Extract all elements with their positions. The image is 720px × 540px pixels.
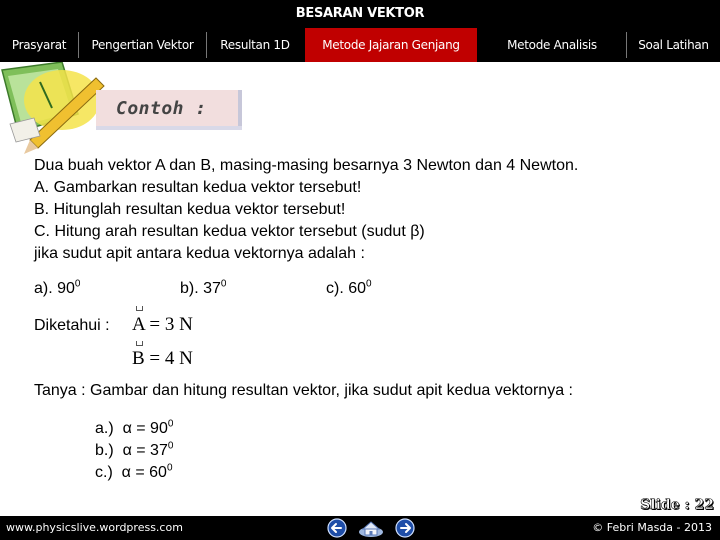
slide-number: Slide : 22: [640, 497, 714, 513]
problem-line: Dua buah vektor A dan B, masing-masing besarnya 3 Newton dan 4 Newton.: [34, 157, 579, 174]
home-icon[interactable]: [358, 518, 384, 538]
notebook-pencil-icon: [0, 62, 110, 162]
tab-pengertian-vektor[interactable]: Pengertian Vektor: [91, 38, 194, 52]
vector-arrow-icon: [136, 306, 143, 311]
title-bar: [0, 0, 720, 28]
back-icon[interactable]: [326, 518, 348, 538]
option-b-text: b). 37: [180, 280, 221, 297]
option-a-text: a). 90: [34, 280, 75, 297]
option-b: [180, 278, 226, 300]
known-equation-b: B = 4 N: [132, 348, 193, 369]
tab-resultan-1d[interactable]: Resultan 1D: [220, 38, 290, 52]
website-link[interactable]: www.physicslive.wordpress.com: [6, 521, 183, 534]
problem-line: A. Gambarkan resultan kedua vektor tersebut!: [34, 179, 362, 196]
question-text: Tanya : Gambar dan hitung resultan vektor, jika sudut apit kedua vektornya :: [34, 382, 573, 399]
answer-b: [95, 440, 173, 462]
answer-value: = 60: [130, 464, 167, 481]
tab-prasyarat[interactable]: Prasyarat: [11, 38, 67, 52]
degree-sup: 0: [167, 440, 174, 452]
known-label: Diketahui :: [34, 317, 110, 334]
answer-value: = 37: [131, 442, 168, 459]
alpha-symbol: α: [122, 420, 132, 437]
answer-prefix: b.): [95, 442, 114, 459]
problem-line: jika sudut apit antara kedua vektornya adalah :: [34, 245, 365, 262]
degree-sup: 0: [74, 278, 81, 290]
degree-sup: 0: [167, 418, 174, 430]
answer-a: [95, 418, 173, 440]
tab-metode-analisis[interactable]: Metode Analisis: [507, 38, 597, 52]
degree-sup: 0: [220, 278, 227, 290]
example-heading-inner: [96, 90, 242, 126]
example-heading-box: [96, 90, 242, 130]
degree-sup: 0: [366, 278, 372, 290]
alpha-symbol: α: [121, 464, 131, 481]
copyright-text: © Febri Masda - 2013: [592, 521, 712, 534]
problem-line: C. Hitung arah resultan kedua vektor tersebut (sudut β): [34, 223, 425, 240]
forward-icon[interactable]: [394, 518, 416, 538]
tab-soal-latihan[interactable]: Soal Latihan: [638, 38, 709, 52]
answer-prefix: a.): [95, 420, 114, 437]
answer-c: [95, 462, 173, 484]
problem-line: B. Hitunglah resultan kedua vektor tersebut!: [34, 201, 346, 218]
vector-arrow-icon: [136, 341, 143, 346]
tab-metode-jajaran-genjang[interactable]: Metode Jajaran Genjang: [305, 28, 477, 62]
option-c: [326, 278, 372, 300]
answer-value: = 90: [131, 420, 168, 437]
answer-prefix: c.): [95, 464, 113, 481]
degree-sup: 0: [166, 462, 173, 474]
presentation-title: BESARAN VEKTOR: [295, 6, 425, 21]
option-c-text: c). 60: [326, 280, 367, 297]
example-heading: Contoh :: [116, 98, 207, 119]
known-equation-a: A = 3 N: [132, 314, 193, 335]
nav-bar: [0, 28, 720, 62]
alpha-symbol: α: [122, 442, 132, 459]
option-a: [34, 278, 80, 300]
